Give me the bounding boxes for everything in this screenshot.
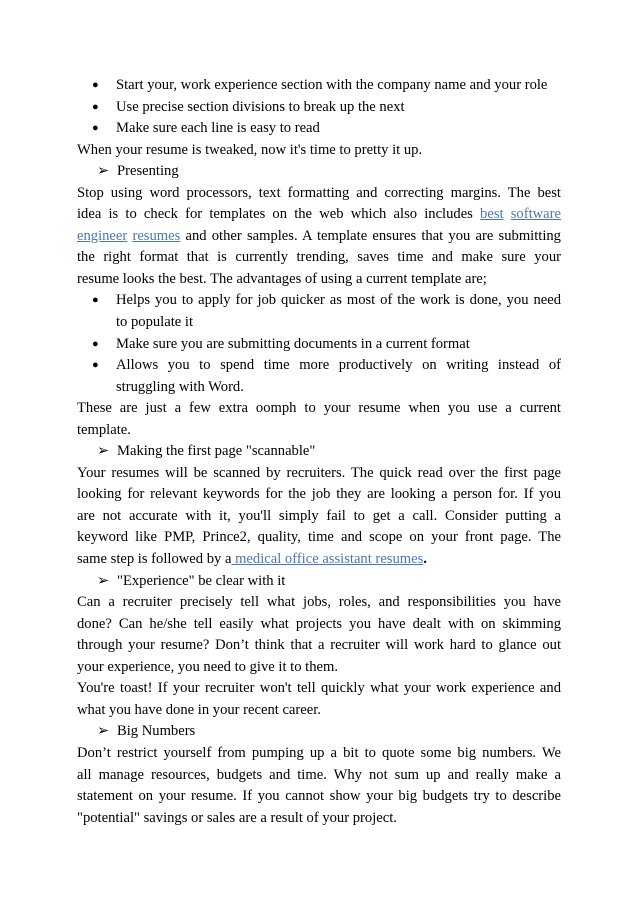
paragraph-line: keyword like PMP, Prince2, quality, time and scope on your front page. The bbox=[77, 529, 561, 546]
bullet-item: ● Make sure you are submitting documents in a current format bbox=[77, 334, 561, 356]
paragraph-line: template. bbox=[77, 421, 131, 438]
paragraph-line: what you have done in your recent career. bbox=[77, 701, 321, 718]
bullet-icon: ● bbox=[92, 359, 99, 372]
arrow-icon: ➢ bbox=[97, 443, 110, 460]
paragraph-line: statement on your resume. If you cannot show your big budgets try to describe bbox=[77, 788, 561, 805]
paragraph-line: These are just a few extra oomph to your resume when you use a current bbox=[77, 400, 561, 417]
bullet-icon: ● bbox=[92, 122, 99, 135]
arrow-icon: ➢ bbox=[97, 723, 110, 740]
bullet-item: ● Use precise section divisions to break up the next bbox=[77, 97, 561, 119]
paragraph-line: You're toast! If your recruiter won't tell quickly what your work experience and bbox=[77, 680, 561, 697]
paragraph-line: idea is to check for templates on the web which also includes best software bbox=[77, 206, 561, 223]
bullet-icon: ● bbox=[92, 100, 99, 113]
paragraph-line: engineer resumes and other samples. A template ensures that you are submitting bbox=[77, 227, 561, 244]
bullet-item: ● Make sure each line is easy to read bbox=[77, 118, 561, 140]
subheading-presenting: ➢ Presenting bbox=[77, 161, 561, 183]
paragraph-line: are not accurate with it, you'll simply fail to get a call. Consider putting a bbox=[77, 507, 561, 524]
bullet-icon: ● bbox=[92, 79, 99, 91]
paragraph-line: When your resume is tweaked, now it's time to pretty it up. bbox=[77, 141, 423, 158]
link-software[interactable]: software bbox=[510, 206, 561, 223]
paragraph-line: looking for relevant keywords for the job they are looking a person for. If you bbox=[77, 486, 561, 503]
bullet-icon: ● bbox=[92, 337, 99, 350]
paragraph-line: the right format that is currently trending, saves time and make sure your bbox=[77, 249, 561, 266]
paragraph-line: all manage resources, budgets and time. Why not sum up and really make a bbox=[77, 766, 561, 783]
subheading-big-numbers: ➢ Big Numbers bbox=[77, 721, 561, 743]
paragraph-line: Stop using word processors, text formatting and correcting margins. The best bbox=[77, 184, 561, 201]
paragraph-line: "potential" savings or sales are a result of your project. bbox=[77, 809, 397, 826]
document-body bbox=[77, 75, 561, 829]
bullet-item: ● Helps you to apply for job quicker as most of the work is done, you need bbox=[77, 290, 561, 312]
arrow-icon: ➢ bbox=[97, 572, 110, 589]
paragraph-line: Your resumes will be scanned by recruiters. The quick read over the first page bbox=[77, 464, 561, 481]
link-medical-office-assistant-resumes[interactable]: medical office assistant resumes bbox=[231, 551, 424, 568]
arrow-icon: ➢ bbox=[97, 163, 110, 180]
paragraph-line: your experience, you need to give it to them. bbox=[77, 658, 338, 675]
bullet-item: ● Allows you to spend time more productively on writing instead of bbox=[77, 355, 561, 377]
paragraph-line: same step is followed by a medical office assistant resumes. bbox=[77, 551, 427, 568]
paragraph-line: Can a recruiter precisely tell what jobs, roles, and responsibilities you have bbox=[77, 594, 561, 611]
subheading-scannable: ➢ Making the first page "scannable" bbox=[77, 441, 561, 463]
bullet-continuation: struggling with Word. bbox=[116, 378, 244, 395]
link-best[interactable]: best bbox=[480, 206, 504, 223]
paragraph-line: resume looks the best. The advantages of using a current template are; bbox=[77, 270, 487, 287]
bullet-item: ● Start your, work experience section with the company name and your role bbox=[77, 75, 561, 97]
link-resumes[interactable]: resumes bbox=[132, 227, 181, 244]
paragraph-line: through your resume? Don’t think that a recruiter will work hard to glance out bbox=[77, 637, 561, 654]
paragraph-line: done? Can he/she tell easily what projects you have dealt with on skimming bbox=[77, 615, 561, 632]
paragraph-line: Don’t restrict yourself from pumping up a bit to quote some big numbers. We bbox=[77, 744, 561, 761]
subheading-experience: ➢ "Experience" be clear with it bbox=[77, 571, 561, 593]
link-engineer[interactable]: engineer bbox=[77, 227, 128, 244]
bullet-icon: ● bbox=[92, 294, 99, 307]
bullet-continuation: to populate it bbox=[116, 314, 194, 331]
